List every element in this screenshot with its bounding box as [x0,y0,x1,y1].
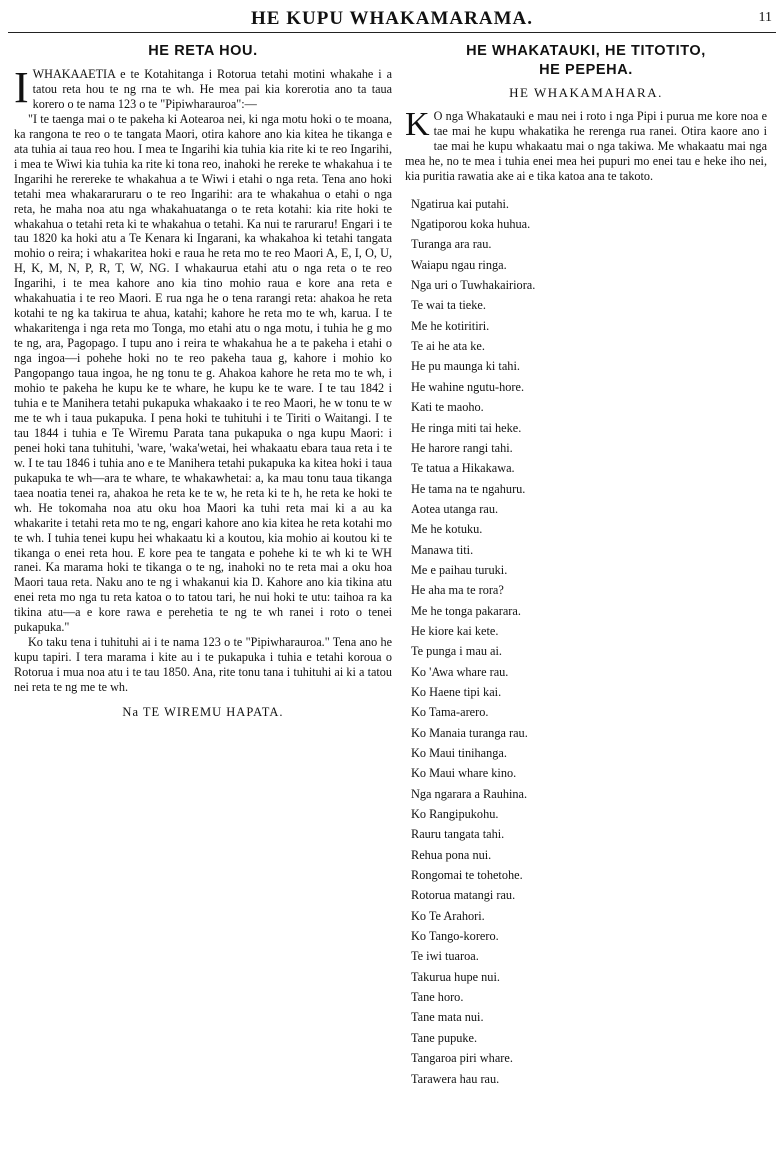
proverb-item: Ngatiporou koka huhua. [411,217,531,232]
proverbs-heading [405,42,767,80]
proverb-item: He kiore kai kete. [411,623,499,638]
proverb-item: He tama na te ngahuru. [411,481,526,496]
proverbs-intro-text: O nga Whakatauki e mau nei i roto i nga Pipi i purua me kore noa e tae mai he kupu whakatika he rerenga rua ranei. Otira kaore ano i tae mai he kupu whakaatu mai o nga takiwa. Me whakaatu mai nga mea he, no te mea i tuhia enei mea hei pupuri mo enei tau e heke iho nei, kia puritia rawatia ake ai e tika katoa ana te takoto. [405,108,767,183]
proverb-item: Tane mata nui. [411,1010,484,1025]
proverb-item: Turanga ara rau. [411,237,492,252]
proverb-item: Ko Haene tipi kai. [411,684,502,699]
intro-text: WHAKAAETIA e te Kotahitanga i Rotorua tetahi motini whakahe i a tatou reta hou te ng rna te wh. He mea pai kia korerotia ano ta taua korero o te nama 123 o te "Pipiwharauroa":— [32,67,392,111]
proverb-item: Te iwi tuaroa. [411,949,479,964]
proverb-item: Me he kotuku. [411,522,483,537]
proverb-item: Kati te maoho. [411,400,484,415]
proverb-item: Rehua pona nui. [411,847,492,862]
proverbs-subheading: HE WHAKAMAHARA. [509,85,663,100]
proverb-item: Tane horo. [411,990,464,1005]
drop-cap: K [405,105,430,143]
proverb-item: Te wai ta tieke. [411,298,486,313]
proverb-item: Te ai he ata ke. [411,339,485,354]
proverb-item: Nga ngarara a Rauhina. [411,786,528,801]
proverbs-heading-line1: HE WHAKATAUKI, HE TITOTITO, [466,43,706,59]
proverb-item: Ngatirua kai putahi. [411,196,510,211]
proverb-item: Ko Maui tinihanga. [411,746,507,760]
running-title: HE KUPU WHAKAMARAMA. [251,8,533,29]
proverb-item: Rongomai te tohetohe. [411,868,523,883]
proverb-item: He wahine ngutu-hore. [411,379,525,394]
page-header [8,6,776,33]
proverb-item: Aotea utanga rau. [411,501,499,516]
proverb-item: Takurua hupe nui. [411,969,500,984]
left-column [14,40,392,720]
quoted-passage: "I te taenga mai o te pakeha ki Aotearoa nei, ki nga motu hoki o te moana, ka rangona te reo o te tangata Maori, otira kahore ano kia kitea he tikanga e ata tuhia ai taua reo hou. I mea te Ingarihi kia tuhia kia rite ki te reo Ingarihi, i mea te Wiwi kia tuhia ka rite ki tona reo, inahoki he rereke te whakahua i te Ingarihi he rerereke te whakahua a te Wiwi i etahi o nga reta. Tena ano hoki tetahi mea whakararuraru o te reo Ingarihi: ara te whakahua o etahi o nga reta, he maha noa atu nga whakahuatanga o te reta kotahi: kia rite hoki te whakahua o tetahi reta ki te whakahua o tetahi. Ka nui te raruraru! Engari i te tau 1820 ka hoki atu a Te Kenara ki Ingarani, ka whakahoa ki tetahi tangata mohio o reira; i whakaritea hoki e raua he reta mo te reo Maori A, E, I, O, U, H, K, M, N, P, R, T, W, NG. I whakaurua etahi atu o nga reta o te reo Ingarihi, i te mea kahore ano kia tino mohio raua e kore ana reta e whakahuatia i te reo Maori. E rua nga he o tena rarangi reta: ahakoa he reta kotahi te ng ka takirua te ahua, katahi; kahore he reta mo te wh, karua. I te whakaritenga i nga reta mo Tonga, mo etahi atu o nga motu, i tuhia he g mo te ng, ara, Pagopago. I tupu ano i reira te whakahua he a te pakeha i etahi o nga ingoa—i pohehe hoki no te reo pakeha taua g, kahore i mohio ko Pangopango taua ingoa, he ng tonu te g. Ahakoa kahore he reta mo te wh, i mohio te pakeha he kupu ke te whare, he kupu ke te ware. I te tau 1842 i tuhia e te Manihera tetahi pukapuka whakaako i te reo Maori, he w tonu te w me te wh i taua pukapuka. I pena hoki te tuhituhi i te Tiriti o Waitangi. I te tau 1844 i tuhia e Te Wiremu Parata tana pukapuka o nga kupu Maori: i penei hoki tana tuhituhi, 'ware, 'waka'wetai, hei whakaatu ebara taua reta i te w. I te tau 1846 i tuhia ano e te Manihera tetahi pukapuka ka kitea hoki i taua pukapuka te wh—ara te whare, te whakawhetai: a, ka mau tonu taua tikanga taea noatia tenei ra, ahakoa he reta ke te w, he reta ki te h, he reta ke hoki te wh. He tokomaha noa atu oku hoa Maori ka tuhi reta mai ki a au ka whakarite i tetahi reta mo te ng, engari kahore ano kia kitea he reta kotahi mo te wh. I tuhia tenei kupu hei whakaatu ki a koutou, kia mohio ai koutou ki te tikanga o enei reta hou. E kore pea te tangata e pohehe ki te wh ki te WH ranei. Ka marama hoki te tikanga o te ng, inahoki no te reta mai a oku hoa Maori taua reta. Naku ano te ng i whakanui kia Ŋ. Kahore ano kia tikina atu enei reta mo nga tu reta katoa o to tatou tari, he nui hoki te utu: taihoa ra ka tikina atu—a e kore rawa e perehetia te ng te wh ranei i roto o tenei pukapuka." [14,111,392,635]
proverb-item: Ko Tama-arero. [411,705,489,720]
proverb-item: Tangaroa piri whare. [411,1051,513,1066]
drop-cap: I [14,63,29,112]
proverb-item: Me e paihau turuki. [411,562,508,577]
proverbs-heading-line2: HE PEPEHA. [539,62,633,78]
proverbs-intro [405,105,767,184]
proverb-item: Rauru tangata tahi. [411,827,505,842]
right-column [405,40,767,1089]
proverb-item: He harore rangi tahi. [411,440,513,455]
proverb-item: Rotorua matangi rau. [411,888,516,903]
article-intro [14,63,392,112]
proverb-item: Te tatua a Hikakawa. [411,461,515,476]
proverb-item: Nga uri o Tuwhakairiora. [411,278,536,293]
proverb-item: Te punga i mau ai. [411,644,502,659]
proverb-item: Me he kotiritiri. [411,318,490,333]
proverb-item: Ko Te Arahori. [411,908,485,923]
proverb-item: Ko Maui whare kino. [411,766,517,781]
closing-paragraph: Ko taku tena i tuhituhi ai i te nama 123 o te "Pipiwharauroa." Tena ano he kupu tapiri. I tera marama i kite au i te pukapuka i tuhia e tetahi koroua o Rotorua i mua noa atu i te tau 1850. Ana, rite tonu tana i tuhituhi ai ki a tatou nei reta te ng me te wh. [14,635,392,695]
article-heading: HE RETA HOU. [148,43,258,59]
author-signature: Na TE WIREMU HAPATA. [122,705,284,720]
proverb-list [411,194,767,1089]
proverb-item: Me he tonga pakarara. [411,603,521,618]
proverb-item: Waiapu ngau ringa. [411,257,507,272]
proverb-item: He ringa miti tai heke. [411,420,522,435]
proverb-item: Ko Tango-korero. [411,929,499,944]
proverb-item: Tane pupuke. [411,1030,478,1045]
proverb-item: Ko 'Awa whare rau. [411,664,509,679]
proverb-item: Manawa titi. [411,542,474,557]
proverb-item: He aha ma te rora? [411,583,504,598]
proverb-item: Ko Rangipukohu. [411,807,499,822]
proverb-item: Ko Manaia turanga rau. [411,725,528,740]
proverb-item: Tarawera hau rau. [411,1071,500,1086]
proverb-item: He pu maunga ki tahi. [411,359,520,374]
page-number: 11 [758,10,772,25]
